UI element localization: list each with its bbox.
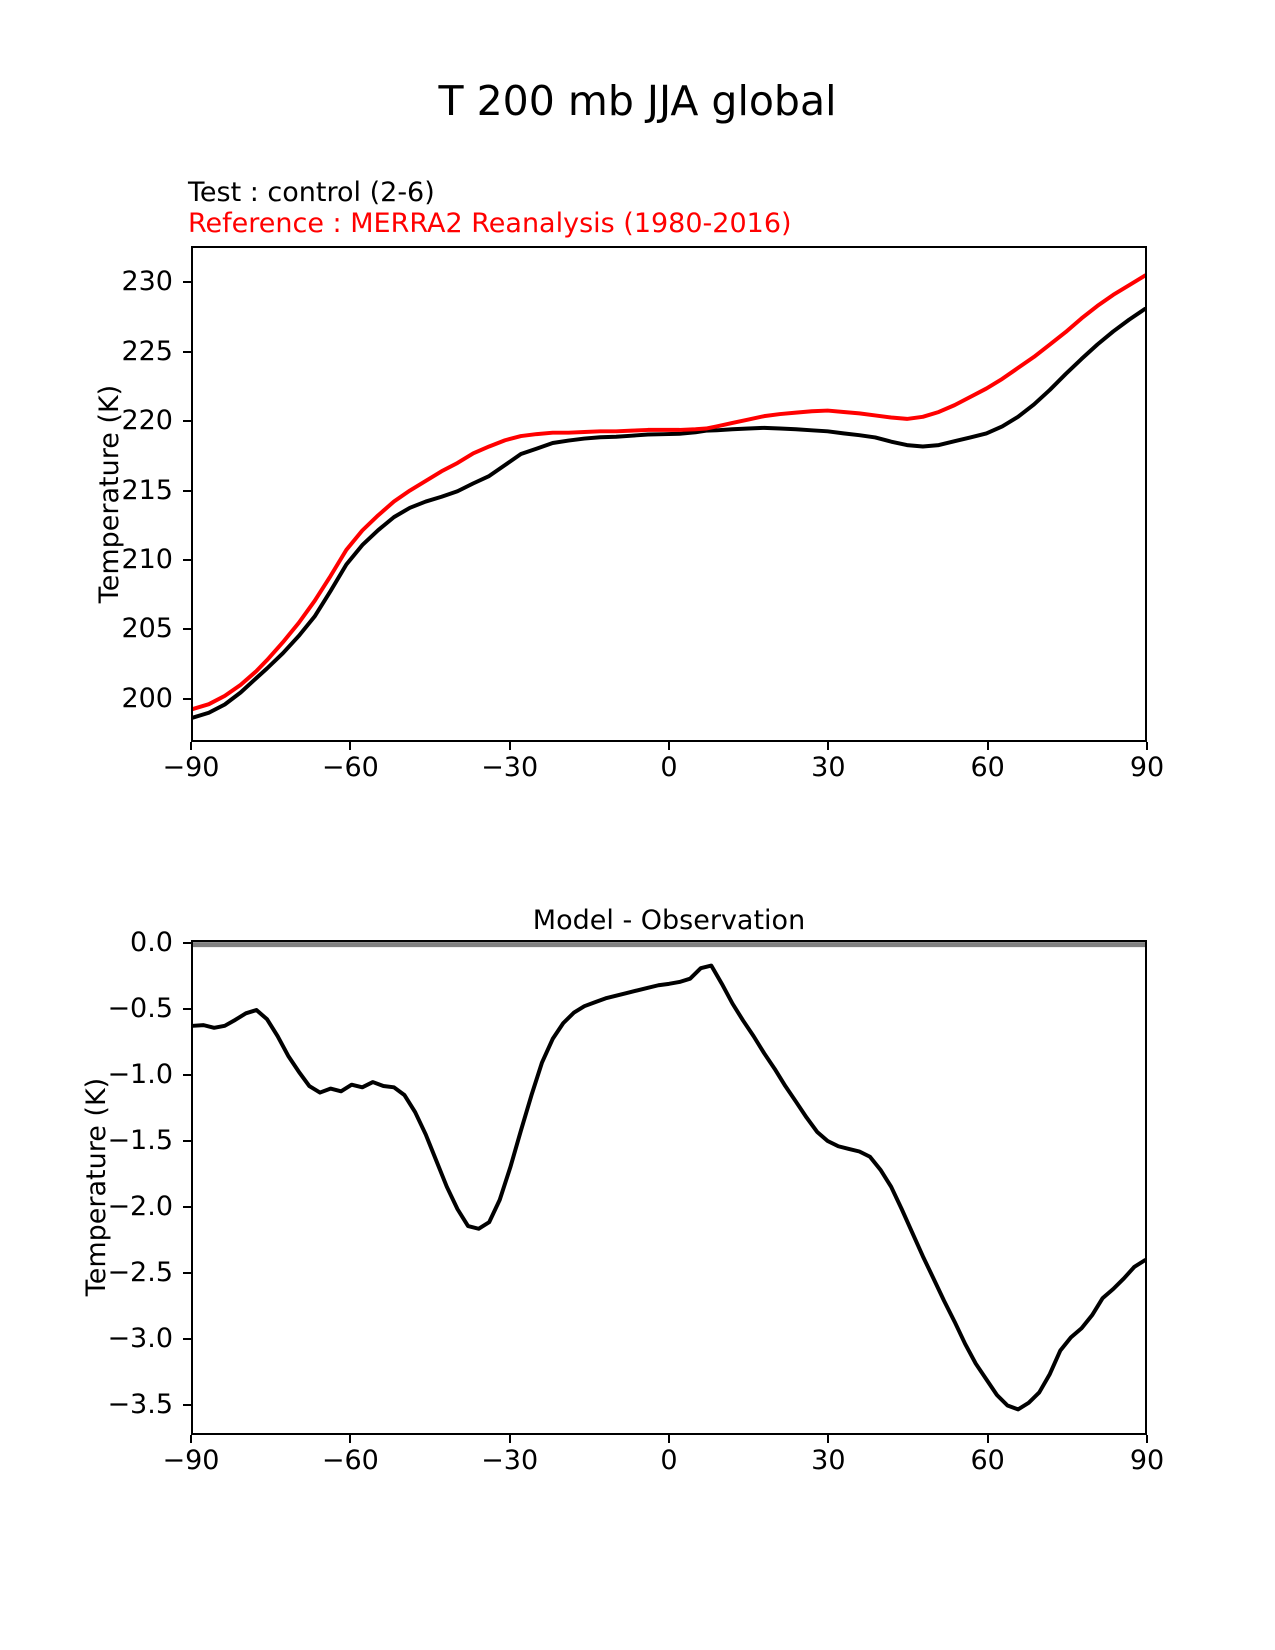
y-tick-label: 230	[121, 266, 173, 298]
x-tick-label: −30	[481, 752, 539, 783]
x-tick-label: 60	[970, 1445, 1005, 1476]
top-chart-y-axis-label: Temperature (K)	[94, 384, 125, 604]
x-tick	[827, 1435, 829, 1443]
chart-0-series-1-line	[193, 276, 1145, 709]
legend-test-label: Test : control (2-6)	[188, 177, 435, 208]
y-tick-label: 220	[121, 405, 173, 437]
y-tick-label: −1.0	[107, 1058, 173, 1090]
chart-1-series-0-line	[193, 966, 1145, 1410]
y-tick	[183, 698, 191, 700]
figure-title: T 200 mb JJA global	[438, 77, 837, 125]
bottom-chart-plot-area	[191, 940, 1147, 1435]
y-tick-label: 215	[121, 474, 173, 506]
y-tick-label: −0.5	[107, 992, 173, 1024]
x-tick-label: 30	[811, 752, 846, 783]
x-tick	[668, 742, 670, 750]
y-tick	[183, 1140, 191, 1142]
y-tick	[183, 1272, 191, 1274]
chart-0-lines	[193, 248, 1145, 740]
x-tick-label: 0	[660, 752, 678, 783]
y-tick-label: 0.0	[130, 926, 173, 958]
x-tick-label: 30	[811, 1445, 846, 1476]
x-tick-label: 0	[660, 1445, 678, 1476]
x-tick-label: 90	[1129, 1445, 1165, 1476]
y-tick	[183, 420, 191, 422]
x-tick	[349, 742, 351, 750]
x-tick	[827, 742, 829, 750]
x-tick-label: 60	[970, 752, 1005, 783]
y-tick-label: 225	[121, 335, 173, 367]
x-tick-label: −90	[162, 1445, 220, 1476]
y-tick	[183, 351, 191, 353]
y-tick	[183, 628, 191, 630]
y-tick	[183, 1008, 191, 1010]
chart-1-lines	[193, 942, 1145, 1433]
x-tick-label: −60	[321, 1445, 379, 1476]
x-tick	[349, 1435, 351, 1443]
y-tick	[183, 559, 191, 561]
y-tick-label: 205	[121, 613, 173, 645]
x-tick	[190, 1435, 192, 1443]
bottom-chart-y-axis-label: Temperature (K)	[81, 1077, 112, 1297]
y-tick-label: −2.0	[107, 1190, 173, 1222]
y-tick-label: −2.5	[107, 1256, 173, 1288]
x-tick	[1146, 742, 1148, 750]
y-tick	[183, 490, 191, 492]
y-tick	[183, 1338, 191, 1340]
x-tick	[987, 742, 989, 750]
x-tick	[190, 742, 192, 750]
x-tick	[509, 1435, 511, 1443]
top-chart-plot-area	[191, 246, 1147, 742]
x-tick-label: −60	[321, 752, 379, 783]
y-tick	[183, 1206, 191, 1208]
x-tick-label: −90	[162, 752, 220, 783]
x-tick-label: −30	[481, 1445, 539, 1476]
y-tick-label: 210	[121, 543, 173, 575]
x-tick	[668, 1435, 670, 1443]
x-tick	[987, 1435, 989, 1443]
y-tick-label: −3.0	[107, 1322, 173, 1354]
y-tick	[183, 1074, 191, 1076]
legend-reference-label: Reference : MERRA2 Reanalysis (1980-2016)	[188, 208, 792, 239]
chart-0-series-0-line	[193, 309, 1145, 718]
x-tick	[509, 742, 511, 750]
y-tick	[183, 942, 191, 944]
bottom-chart-title: Model - Observation	[532, 905, 806, 936]
y-tick	[183, 1404, 191, 1406]
y-tick	[183, 281, 191, 283]
x-tick-label: 90	[1129, 752, 1165, 783]
y-tick-label: −3.5	[107, 1388, 173, 1420]
y-tick-label: −1.5	[107, 1124, 173, 1156]
y-tick-label: 200	[121, 682, 173, 714]
x-tick	[1146, 1435, 1148, 1443]
